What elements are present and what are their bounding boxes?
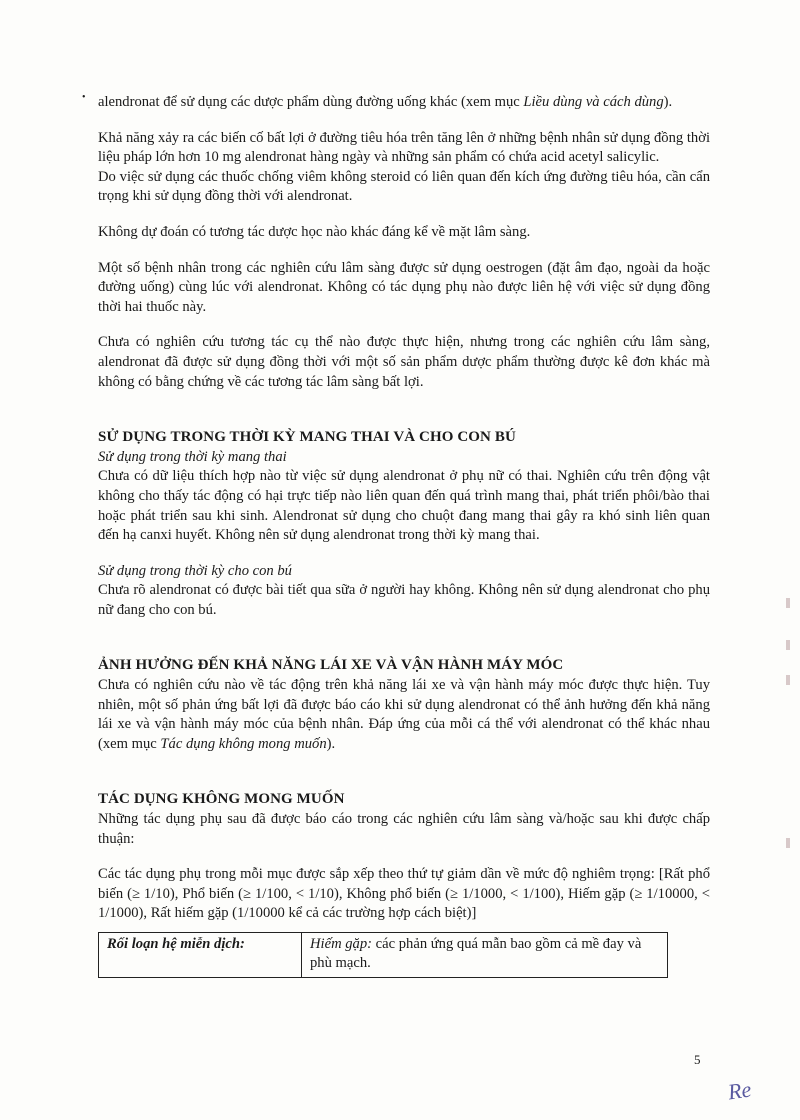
paragraph: Các tác dụng phụ trong mỗi mục được sắp xếp theo thứ tự giảm dần về mức độ nghiêm trọng: [Rất phổ biến (≥ 1/10), Phổ biến (≥ 1/100, < 1/10), Không phổ biến (≥ 1/1000, < 1/100), Hiếm gặp (≥ 1/10000, < 1/1000), Rất hiếm gặp (1/10000 kể cả các trường hợp cách biệt)] — [98, 866, 710, 922]
section-reference: Liều dùng và cách dùng — [523, 94, 664, 110]
page-content — [98, 93, 710, 978]
section-heading-side-effects: TÁC DỤNG KHÔNG MONG MUỐN — [98, 791, 345, 808]
paragraph: Chưa rõ alendronat có được bài tiết qua sữa ở người hay không. Không nên sử dụng alendronat cho phụ nữ đang cho con bú. — [98, 582, 710, 618]
section-heading-pregnancy: SỬ DỤNG TRONG THỜI KỲ MANG THAI VÀ CHO CON BÚ — [98, 429, 516, 446]
table-cell-system: Rối loạn hệ miễn dịch: — [99, 933, 302, 978]
paragraph: Một số bệnh nhân trong các nghiên cứu lâm sàng được sử dụng oestrogen (đặt âm đạo, ngoài da hoặc đường uống) cùng lúc với alendronat. Không có tác dụng phụ nào được liên hệ với việc sử dụng đồng thời hai thuốc này. — [98, 259, 710, 315]
paragraph: alendronat để sử dụng các dược phẩm dùng đường uống khác (xem mục Liều dùng và cách dùng). — [98, 94, 673, 110]
side-effects-table — [98, 932, 668, 978]
table-row — [99, 933, 668, 978]
scan-edge-mark — [786, 598, 790, 608]
subheading-breastfeeding: Sử dụng trong thời kỳ cho con bú — [98, 562, 292, 579]
paragraph: Khả năng xảy ra các biến cố bất lợi ở đường tiêu hóa trên tăng lên ở những bệnh nhân sử dụng đồng thời liệu pháp lớn hơn 10 mg alendronat hàng ngày và những sản phẩm có chứa acid acetyl salicylic. — [98, 129, 710, 166]
paragraph: Chưa có nghiên cứu nào về tác động trên khả năng lái xe và vận hành máy móc được thực hiện. Tuy nhiên, một số phản ứng bất lợi đã được báo cáo khi sử dụng alendronat có thể ảnh hưởng đến khả năng lái xe và vận hành máy móc của bệnh nhân. Đáp ứng của mỗi cá thể với alendronat có thể khác nhau (xem mục Tác dụng không mong muốn). — [98, 677, 710, 752]
paragraph: Do việc sử dụng các thuốc chống viêm không steroid có liên quan đến kích ứng đường tiêu hóa, cần cẩn trọng khi sử dụng đồng thời với alendronat. — [98, 168, 710, 205]
subheading-pregnancy: Sử dụng trong thời kỳ mang thai — [98, 448, 287, 465]
scan-edge-mark — [786, 640, 790, 650]
scan-edge-mark — [786, 838, 790, 848]
handwritten-initials: Re — [726, 1076, 753, 1105]
paragraph: Những tác dụng phụ sau đã được báo cáo trong các nghiên cứu lâm sàng và/hoặc sau khi được chấp thuận: — [98, 811, 710, 847]
scan-edge-mark — [786, 675, 790, 685]
page-number: 5 — [694, 1052, 701, 1067]
paragraph: Chưa có dữ liệu thích hợp nào từ việc sử dụng alendronat ở phụ nữ có thai. Nghiên cứu trên động vật không cho thấy tác động có hại trực tiếp nào liên quan đến quá trình mang thai, phát triển phôi/bào thai hoặc phát triển sau khi sinh. Alendronat sử dụng cho chuột đang mang thai gây ra khó sinh liên quan đến hạ canxi huyết. Không nên sử dụng alendronat trong thời kỳ mang thai. — [98, 468, 710, 544]
paragraph: Không dự đoán có tương tác dược học nào khác đáng kể về mặt lâm sàng. — [98, 223, 531, 240]
margin-dot: • — [82, 92, 86, 103]
section-heading-driving: ẢNH HƯỞNG ĐẾN KHẢ NĂNG LÁI XE VÀ VẬN HÀNH MÁY MÓC — [98, 657, 564, 674]
section-reference: Tác dụng không mong muốn — [160, 735, 327, 752]
table-cell-effect: Hiếm gặp: các phản ứng quá mẫn bao gồm cả mề đay và phù mạch. — [302, 933, 668, 978]
paragraph: Chưa có nghiên cứu tương tác cụ thể nào được thực hiện, nhưng trong các nghiên cứu lâm sàng, alendronat đã được sử dụng đồng thời với một số sản phẩm dược phẩm thường được kê đơn khác mà không có bằng chứng về các tương tác lâm sàng bất lợi. — [98, 334, 710, 390]
